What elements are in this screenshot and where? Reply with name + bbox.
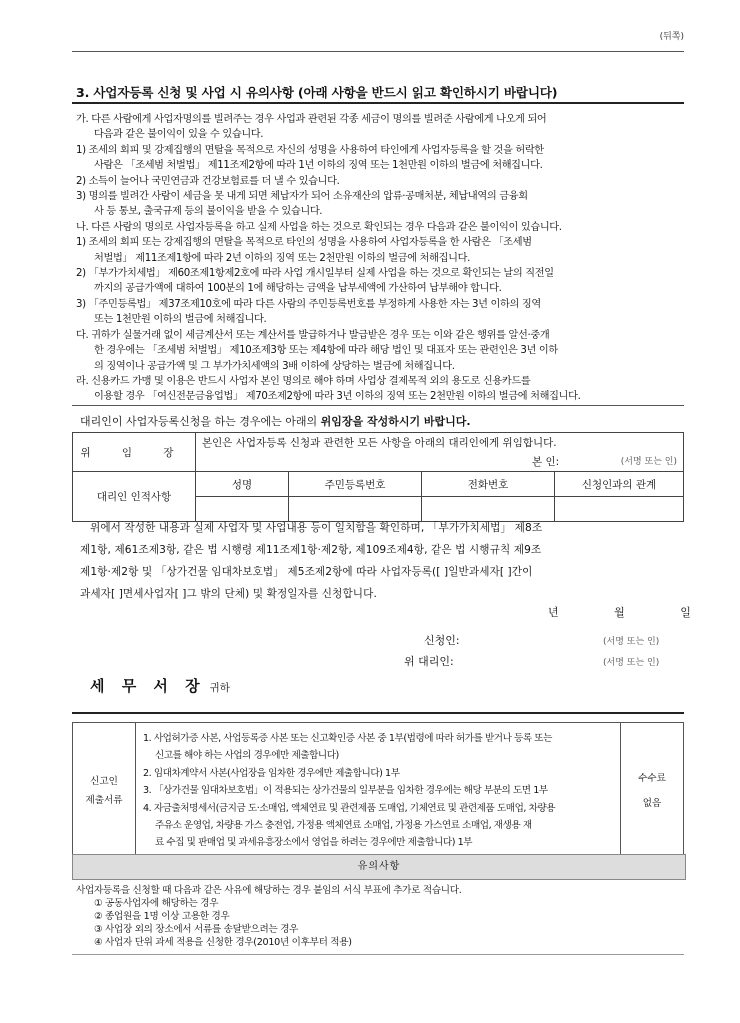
day-label: 일	[680, 606, 691, 619]
note-line: 까지의 공급가액에 대하여 100분의 1에 해당하는 금액을 납부세액에 가산하여 납부해야 합니다.	[94, 283, 502, 295]
declaration-line: 제1항·제2항 및 「상가건물 임대차보호법」 제5조제2항에 따라 사업자등록([ ]일반과세자[ ]간이	[80, 566, 533, 578]
col-rrn: 주민등록번호	[289, 472, 422, 497]
notes-list	[76, 112, 686, 405]
declaration-line: 과세자[ ]면세사업자[ ]그 밖의 단체) 및 확정일자를 신청합니다.	[80, 588, 377, 600]
fee-label: 수수료	[638, 772, 666, 784]
submission-item	[143, 834, 615, 851]
agent-label: 대리인 인적사항	[73, 472, 196, 522]
note-line: 의 징역이나 공급가액 및 그 부가가치세액의 3배 이하에 상당하는 벌금에 처해집니다.	[94, 360, 455, 372]
col-phone: 전화번호	[422, 472, 555, 497]
top-rule	[72, 51, 684, 52]
submission-label-1: 신고인	[90, 775, 118, 787]
proxy-intro-bold: 위임장을 작성하시기 바랍니다.	[320, 415, 471, 428]
col-relation: 신청인과의 관계	[555, 472, 684, 497]
submission-item	[143, 800, 615, 817]
note-line: 다. 귀하가 실물거래 없이 세금계산서 또는 계산서를 발급하거나 발급받은 경우 또는 이와 같은 행위를 알선·중개	[76, 329, 550, 341]
caution-item: ③ 사업장 외의 장소에서 서류를 송달받으려는 경우	[94, 924, 299, 935]
note-line: 처벌법」 제11조제1항에 따라 2년 이하의 징역 또는 2천만원 이하의 벌금에 처해집니다.	[94, 252, 470, 264]
caution-intro: 사업자등록을 신청할 때 다음과 같은 사유에 해당하는 경우 붙임의 서식 부표에 추가로 적습니다.	[76, 885, 462, 896]
year-label: 년	[548, 606, 559, 619]
section-rule	[72, 102, 684, 104]
submission-table	[72, 722, 684, 860]
note-line: 라. 신용카드 가맹 및 이용은 반드시 사업자 본인 명의로 해야 하며 사업상 결제목적 외의 용도로 신용카드를	[76, 375, 531, 387]
note-line: 2) 소득이 늘어나 국민연금과 건강보험료를 더 낼 수 있습니다.	[76, 175, 340, 187]
fee-value: 없음	[642, 797, 662, 809]
applicant-label: 신청인:	[424, 634, 460, 647]
submission-item-line: 3. 「상가건물 임대차보호법」이 적용되는 상가건물의 일부분을 임차한 경우에는 해당 부분의 도면 1부	[143, 785, 548, 797]
submission-item-line: 료 수집 및 판매업 및 과세유흥장소에서 영업을 하려는 경우에만 제출합니다) 1부	[155, 837, 473, 849]
proxy-rule	[72, 405, 684, 406]
declaration-line: 위에서 작성한 내용과 실제 사업자 및 사업내용 등이 일치함을 확인하며, 「부가가치세법」 제8조	[90, 522, 543, 534]
note-line: 가. 다른 사람에게 사업자명의를 빌려주는 경우 사업과 관련된 각종 세금이 명의를 빌려준 사람에게 나오게 되어	[76, 114, 547, 125]
submission-label-2: 제출서류	[85, 794, 123, 806]
principal-label: 본 인:	[532, 456, 560, 468]
submission-item	[143, 765, 615, 782]
note-line: 사람은 「조세범 처벌법」 제11조제2항에 따라 1년 이하의 징역 또는 1천만원 이하의 벌금에 처해집니다.	[94, 160, 543, 172]
power-label: 위 임 장	[73, 433, 196, 472]
office-title: 세 무 서 장	[90, 677, 206, 695]
applicant-sign-note[interactable]: (서명 또는 인)	[603, 637, 660, 647]
submission-item	[143, 747, 615, 764]
caution-item: ① 공동사업자에 해당하는 경우	[94, 898, 219, 909]
agent-sign-label: 위 대리인:	[404, 655, 454, 668]
caution-header: 유의사항	[72, 854, 686, 880]
proxy-intro-text: 대리인이 사업자등록신청을 하는 경우에는 아래의	[80, 415, 321, 428]
caution-list	[76, 884, 461, 949]
submission-item-line: 4. 자금출처명세서(금지금 도·소매업, 액체연료 및 관련제품 도매업, 기체연료 및 관련제품 도매업, 차량용	[143, 802, 556, 814]
caution-item: ② 종업원을 1명 이상 고용한 경우	[94, 911, 230, 922]
submission-item-line: 2. 임대차계약서 사본(사업장을 임차한 경우에만 제출합니다) 1부	[143, 767, 400, 779]
submission-rule	[72, 712, 684, 714]
date-row[interactable]	[548, 604, 691, 620]
power-text: 본인은 사업자등록 신청과 관련한 모든 사항을 아래의 대리인에게 위임합니다.	[196, 433, 684, 453]
office-suffix: 귀하	[209, 682, 230, 694]
principal-sign-note: (서명 또는 인)	[620, 457, 677, 467]
note-line: 1) 조세의 회피 및 강제집행의 면탈을 목적으로 자신의 성명을 사용하여 타인에게 사업자등록을 할 것을 허락한	[76, 144, 544, 156]
page-mark: (뒤쪽)	[659, 32, 684, 42]
submission-item	[143, 817, 615, 834]
tax-office-title	[90, 675, 230, 696]
note-line: 3) 「주민등록법」 제37조제10호에 따라 다른 사람의 주민등록번호를 부정하게 사용한 자는 3년 이하의 징역	[76, 298, 541, 310]
power-of-attorney-table	[72, 432, 684, 522]
note-line: 3) 명의를 빌려간 사람이 세금을 못 내게 되면 체납자가 되어 소유재산의 압류·공매처분, 체납내역의 금융회	[76, 191, 528, 203]
declaration-line: 제1항, 제61조제3항, 같은 법 시행령 제11조제1항·제2항, 제109조제4항, 같은 법 시행규칙 제9조	[80, 544, 542, 556]
submission-item-line: 1. 사업허가증 사본, 사업등록증 사본 또는 신고확인증 사본 중 1부(법령에 따라 허가를 받거나 등록 또는	[143, 733, 552, 744]
declaration	[80, 517, 680, 605]
note-line: 1) 조세의 회피 또는 강제집행의 면탈을 목적으로 타인의 성명을 사용하여 사업자등록을 한 사람은 「조세범	[76, 237, 532, 249]
submission-item-line: 주유소 운영업, 차량용 가스 충전업, 가정용 액체연료 소매업, 가정용 가스연료 소매업, 재생용 재	[155, 820, 532, 832]
proxy-intro	[80, 413, 471, 429]
caution-item: ④ 사업자 단위 과세 적용을 신청한 경우(2010년 이후부터 적용)	[94, 937, 352, 948]
month-label: 월	[614, 606, 625, 619]
submission-items	[136, 723, 621, 860]
col-name: 성명	[196, 472, 289, 497]
fee-cell	[621, 723, 684, 860]
bottom-rule	[72, 954, 684, 955]
note-line: 2) 「부가가치세법」 제60조제1항제2호에 따라 사업 개시일부터 실제 사업을 하는 것으로 확인되는 날의 직전일	[76, 268, 554, 280]
submission-item	[143, 782, 615, 799]
note-line: 이용할 경우 「여신전문금융업법」 제70조제2항에 따라 3년 이하의 징역 또는 2천만원 이하의 벌금에 처해집니다.	[94, 391, 581, 403]
note-line: 다음과 같은 불이익이 있을 수 있습니다.	[94, 129, 264, 141]
note-line: 나. 다른 사람의 명의로 사업자등록을 하고 실제 사업을 하는 것으로 확인되는 경우 다음과 같은 불이익이 있습니다.	[76, 221, 562, 233]
principal-row[interactable]	[196, 452, 684, 472]
section-title: 3. 사업자등록 신청 및 사업 시 유의사항 (아래 사항을 반드시 읽고 확인하시기 바랍니다)	[76, 85, 558, 100]
submission-item	[143, 730, 615, 747]
agent-sign-note[interactable]: (서명 또는 인)	[603, 658, 660, 668]
note-line: 한 경우에는 「조세범 처벌법」 제10조제3항 또는 제4항에 따라 해당 법인 및 대표자 또는 관련인은 3년 이하	[94, 345, 558, 357]
submission-label	[73, 723, 136, 860]
note-line: 사 등 통보, 출국규제 등의 불이익을 받을 수 있습니다.	[94, 206, 323, 218]
note-line: 또는 1천만원 이하의 벌금에 처해집니다.	[94, 314, 267, 326]
submission-item-line: 신고를 해야 하는 사업의 경우에만 제출합니다)	[155, 750, 339, 762]
